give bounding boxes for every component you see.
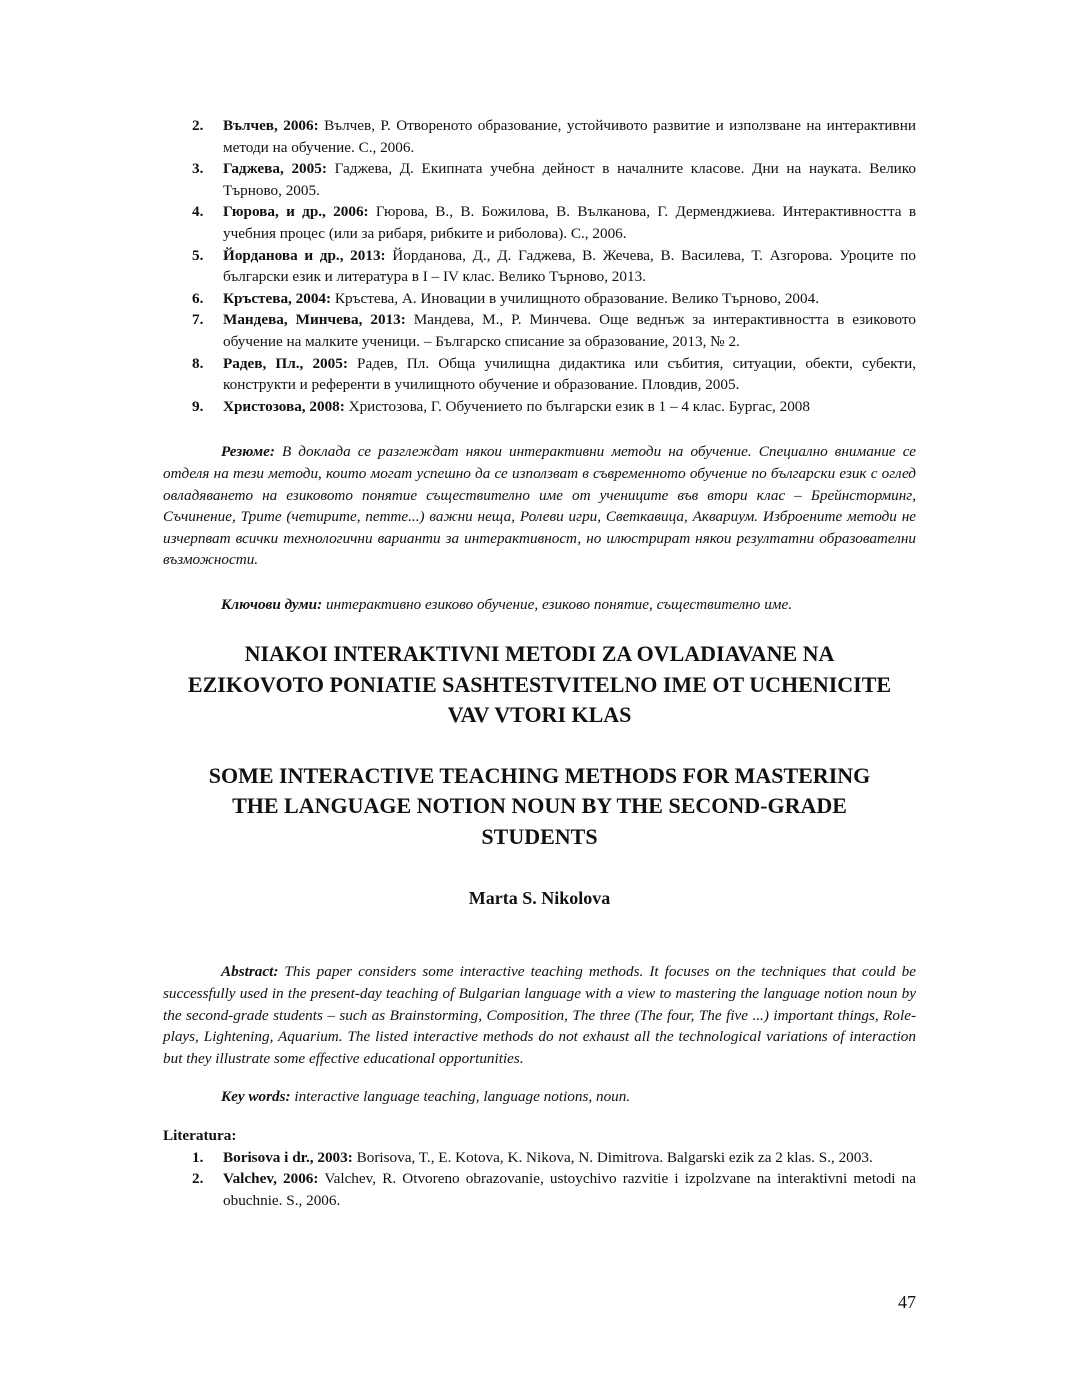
list-item: 5. Йорданова и др., 2013: Йорданова, Д., Д. Гаджева, В. Жечева, В. Василева, Т. Азгорова. Уроците по български език и литература в I – IV клас. Велико Търново, 2013. — [192, 246, 916, 286]
author: Marta S. Nikolova — [468, 888, 611, 909]
list-item: 4. Гюрова, и др., 2006: Гюрова, В., В. Божилова, В. Вълканова, Г. Дерменджиева. Интерактивността в учебния процес (или за рибаря, рибките и риболова). С., 2006. — [192, 203, 916, 242]
page-number: 47 — [898, 1292, 916, 1312]
literatura-list — [163, 1147, 916, 1212]
list-item: 8. Радев, Пл., 2005: Радев, Пл. Обща училищна дидактика или събития, ситуации, обекти, субекти, конструкти и референти в училищното обучение и образование. Пловдив, 2005. — [192, 354, 916, 394]
list-item: 2. Valchev, 2006: Valchev, R. Otvoreno obrazovanie, ustoychivo razvitie i izpolzvane na interaktivni metodi na obuchnie. S., 2006. — [192, 1170, 916, 1209]
literatura-heading: Literatura: — [163, 1127, 237, 1145]
title-transliterated: NIAKOI INTERAKTIVNI METODI ZA OVLADIAVANE NA EZIKOVOTO PONIATIE SASHTESTVITELNO IME OT UCHENICITE VAV VTORI KLAS — [187, 641, 892, 728]
abstract-en: Abstract: This paper considers some interactive teaching methods. It focuses on the techniques that could be successfully used in the present-day teaching of Bulgarian language with a view to mastering the language notion noun by the second-grade students – such as Brainstorming, Composition, The three (The four, The five ...) important things, Role-plays, Lightening, Aquarium. The listed interactive methods do not exhaust all the technological variations of interaction but they illustrate some effective educational opportunities. — [163, 963, 916, 1067]
summary-bg: Резюме: В доклада се разглеждат някои интерактивни методи на обучение. Специално внимание се отделя на тези методи, които могат успешно да се използват в съвременното обучение по български език с оглед овладяването на езиковото понятие съществително име от учениците във втори клас – Брейнсторминг, Съчинение, Трите (четирите, петте...) важни неща, Ролеви игри, Светкавица, Аквариум. Изброените методи не изчерпват всички технологични варианти за интерактивност, но илюстрират някои резултатни образователни възможности. — [163, 443, 916, 569]
keywords-bg: Ключови думи: интерактивно езиково обучение, езиково понятие, съществително име. — [221, 595, 793, 613]
list-item: 7. Мандева, Минчева, 2013: Мандева, М., Р. Минчева. Още веднъж за интерактивността в езиковото обучение на малките ученици. – Българско списание за образование, 2013, № 2. — [192, 311, 916, 350]
list-item: 3. Гаджева, 2005: Гаджева, Д. Екипната учебна дейност в началните класове. Дни на науката. Велико Търново, 2005. — [192, 160, 917, 199]
keywords-en: Key words: interactive language teaching, language notions, noun. — [221, 1088, 631, 1106]
title-english: SOME INTERACTIVE TEACHING METHODS FOR MASTERING THE LANGUAGE NOTION NOUN BY THE SECOND-GRADE STUDENTS — [208, 762, 871, 849]
list-item: 2. Вълчев, 2006: Вълчев, Р. Отвореното образование, устойчивото развитие и използване на интерактивни методи на обучение. С., 2006. — [192, 117, 916, 156]
list-item: 1. Borisova i dr., 2003: Borisova, T., E. Kotova, K. Nikova, N. Dimitrova. Balgarski ezik za 2 klas. S., 2003. — [192, 1148, 873, 1166]
reference-list-bg — [163, 115, 916, 417]
list-item: 6. Кръстева, 2004: Кръстева, А. Иновации в училищното образование. Велико Търново, 2004. — [192, 289, 820, 307]
list-item: 9. Христозова, 2008: Христозова, Г. Обучението по български език в 1 – 4 клас. Бургас, 2008 — [192, 397, 810, 415]
page-body — [163, 115, 916, 1211]
